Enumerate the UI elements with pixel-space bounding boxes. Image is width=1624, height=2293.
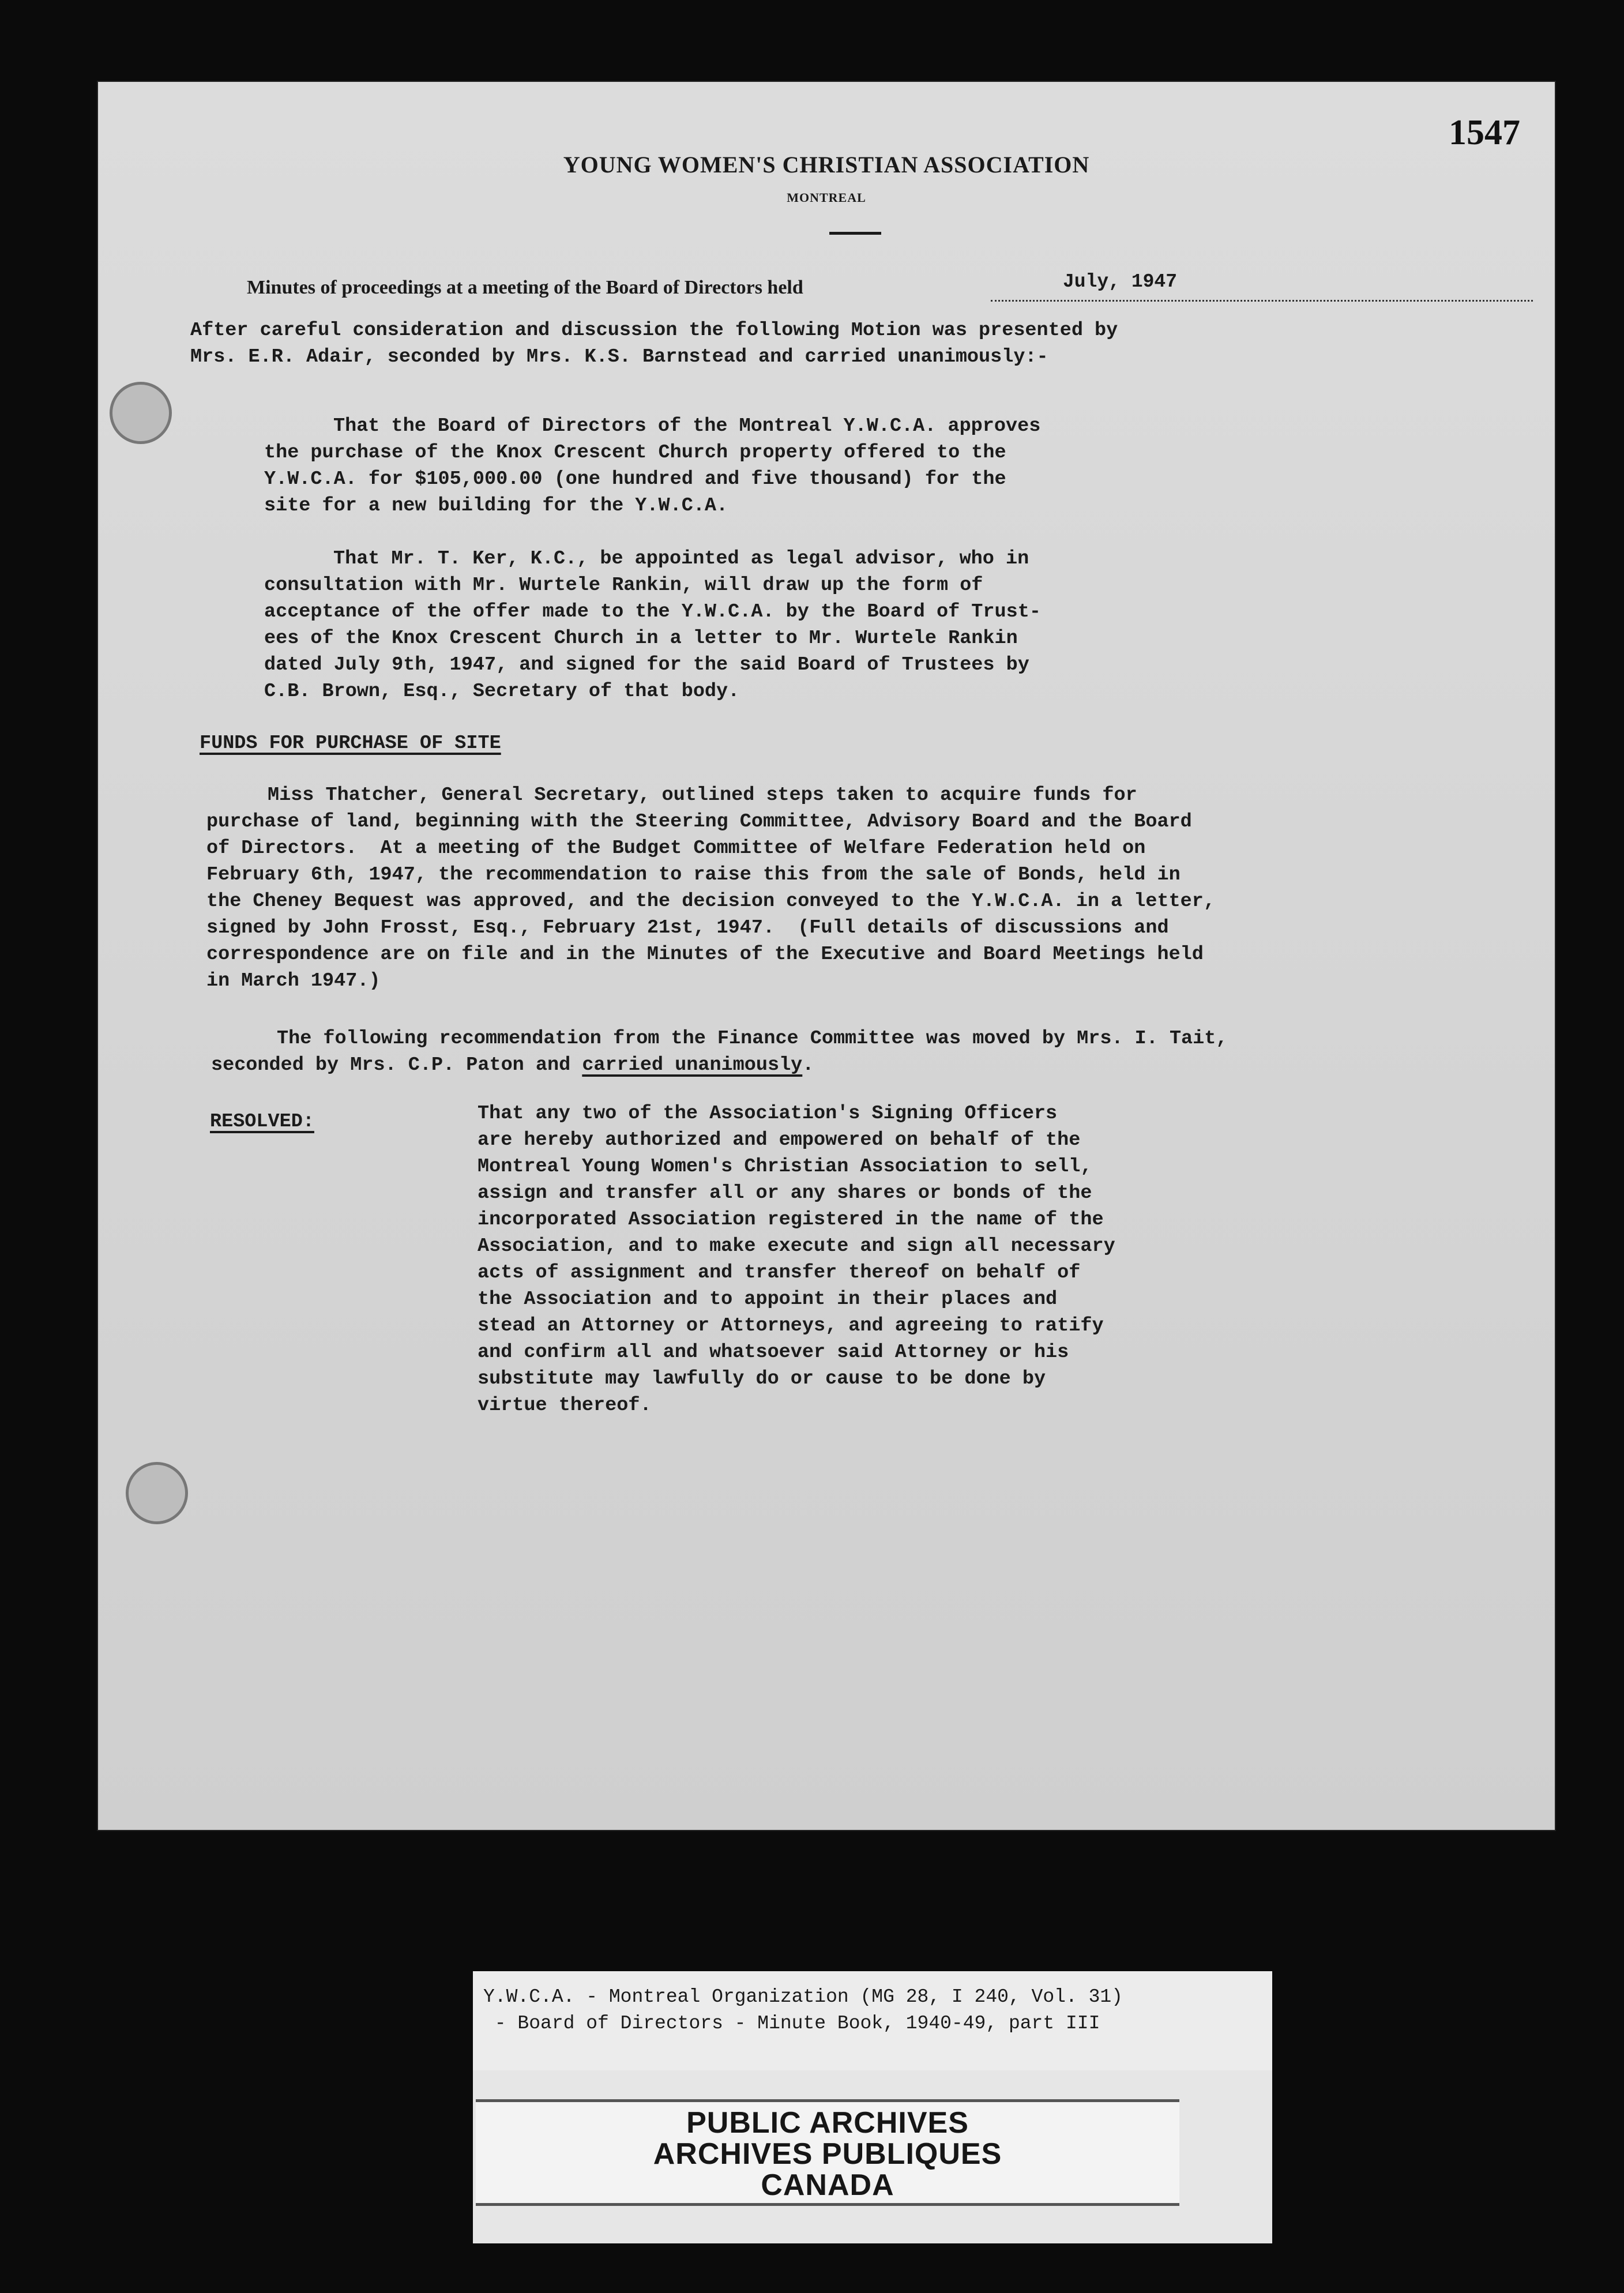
text-line: Association, and to make execute and sign all necessary xyxy=(478,1235,1115,1257)
archive-stamp-card xyxy=(473,2070,1272,2243)
page-number: 1547 xyxy=(1449,113,1520,152)
text-line: the Cheney Bequest was approved, and the decision conveyed to the Y.W.C.A. in a letter, xyxy=(206,890,1215,912)
text-line: acts of assignment and transfer thereof on behalf of xyxy=(478,1262,1081,1284)
text-line: consultation with Mr. Wurtele Rankin, will draw up the form of xyxy=(264,574,983,596)
text-line: substitute may lawfully do or cause to be done by xyxy=(478,1368,1046,1390)
letterhead-subtitle: MONTREAL xyxy=(787,190,866,205)
text-line: Montreal Young Women's Christian Association to sell, xyxy=(478,1156,1092,1178)
letterhead-title: YOUNG WOMEN'S CHRISTIAN ASSOCIATION xyxy=(563,152,1090,178)
text-line: Mrs. E.R. Adair, seconded by Mrs. K.S. Barnstead and carried unanimously:- xyxy=(190,346,1048,368)
text-line: the purchase of the Knox Crescent Church property offered to the xyxy=(264,442,1006,464)
text-line: Miss Thatcher, General Secretary, outlined steps taken to acquire funds for xyxy=(268,784,1137,806)
stamp-line: CANADA xyxy=(761,2168,894,2202)
text-line: dated July 9th, 1947, and signed for the said Board of Trustees by xyxy=(264,654,1029,676)
underlined-phrase: carried unanimously xyxy=(582,1054,803,1076)
punch-hole xyxy=(126,1462,188,1524)
text-line: That any two of the Association's Signing Officers xyxy=(478,1103,1058,1125)
text-line: correspondence are on file and in the Minutes of the Executive and Board Meetings held xyxy=(206,943,1204,965)
stamp-line: PUBLIC ARCHIVES xyxy=(686,2106,969,2140)
minutes-dotted-line xyxy=(991,300,1533,302)
text-line: assign and transfer all or any shares or bonds of the xyxy=(478,1182,1092,1204)
text-line: signed by John Frosst, Esq., February 21st, 1947. (Full details of discussions and xyxy=(206,917,1169,939)
punch-hole xyxy=(110,382,172,444)
text-fragment: . xyxy=(802,1054,814,1076)
text-line: After careful consideration and discussion the following Motion was presented by xyxy=(190,319,1118,341)
text-line: acceptance of the offer made to the Y.W.C.A. by the Board of Trust- xyxy=(264,601,1041,623)
text-line: C.B. Brown, Esq., Secretary of that body. xyxy=(264,681,740,702)
text-line: are hereby authorized and empowered on behalf of the xyxy=(478,1129,1081,1151)
resolved-label: RESOLVED: xyxy=(210,1111,314,1133)
minutes-header xyxy=(247,271,1533,306)
reference-line: Y.W.C.A. - Montreal Organization (MG 28, I 240, Vol. 31) xyxy=(483,1986,1123,2008)
stamp-line: ARCHIVES PUBLIQUES xyxy=(653,2137,1002,2171)
text-line: virtue thereof. xyxy=(478,1394,652,1416)
text-line: site for a new building for the Y.W.C.A. xyxy=(264,495,728,517)
text-line: Y.W.C.A. for $105,000.00 (one hundred and five thousand) for the xyxy=(264,468,1006,490)
letterhead-rule xyxy=(829,232,881,235)
text-line: in March 1947.) xyxy=(206,970,381,992)
archive-reference-card xyxy=(473,1971,1272,2070)
text-line: and confirm all and whatsoever said Attorney or his xyxy=(478,1341,1069,1363)
text-line: purchase of land, beginning with the Steering Committee, Advisory Board and the Board xyxy=(206,811,1192,833)
text-line xyxy=(211,1053,814,1077)
text-line: That the Board of Directors of the Montreal Y.W.C.A. approves xyxy=(333,415,1041,437)
text-line: That Mr. T. Ker, K.C., be appointed as legal advisor, who in xyxy=(333,548,1029,570)
meeting-date: July, 1947 xyxy=(1063,271,1178,292)
document-page xyxy=(97,81,1556,1831)
text-line: stead an Attorney or Attorneys, and agreeing to ratify xyxy=(478,1315,1104,1337)
text-line: the Association and to appoint in their places and xyxy=(478,1288,1058,1310)
text-line: of Directors. At a meeting of the Budget Committee of Welfare Federation held on xyxy=(206,837,1146,859)
text-line: The following recommendation from the Finance Committee was moved by Mrs. I. Tait, xyxy=(277,1028,1228,1050)
text-line: ees of the Knox Crescent Church in a letter to Mr. Wurtele Rankin xyxy=(264,627,1018,649)
text-fragment: seconded by Mrs. C.P. Paton and xyxy=(211,1054,582,1076)
archive-stamp xyxy=(476,2099,1179,2206)
text-line: February 6th, 1947, the recommendation to raise this from the sale of Bonds, held in xyxy=(206,864,1181,886)
reference-line: - Board of Directors - Minute Book, 1940-49, part III xyxy=(483,2013,1100,2034)
section-heading-funds: FUNDS FOR PURCHASE OF SITE xyxy=(200,732,501,754)
minutes-label: Minutes of proceedings at a meeting of the Board of Directors held xyxy=(247,277,803,298)
text-line: incorporated Association registered in the name of the xyxy=(478,1209,1104,1231)
